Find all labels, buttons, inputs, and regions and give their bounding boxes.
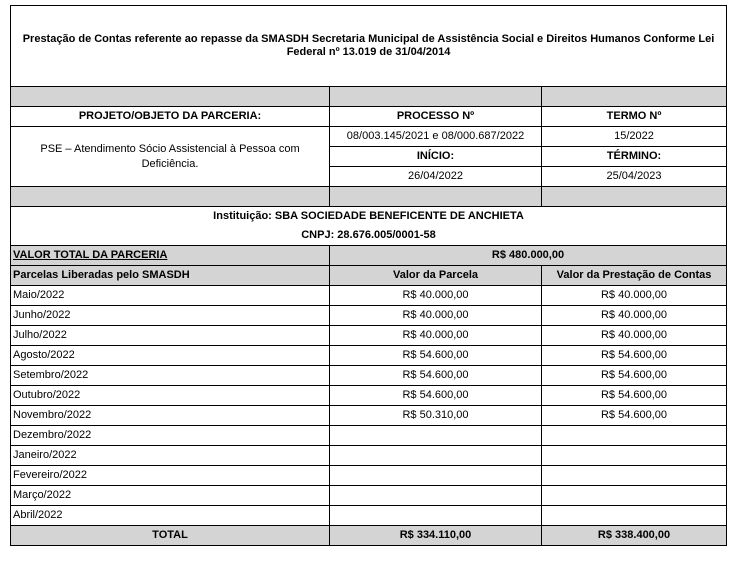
month-cell: Setembro/2022 (11, 366, 330, 386)
document-title: Prestação de Contas referente ao repasse da SMASDH Secretaria Municipal de Assistência Social e Direitos Humanos Conforme Lei Federal nº 13.019 de 31/04/2014 (11, 6, 727, 87)
table-row (11, 446, 727, 466)
table-row (11, 426, 727, 446)
inicio-label: INÍCIO: (330, 147, 542, 167)
termo-value: 15/2022 (542, 127, 727, 147)
month-cell: Julho/2022 (11, 326, 330, 346)
month-cell: Junho/2022 (11, 306, 330, 326)
month-cell: Janeiro/2022 (11, 446, 330, 466)
month-cell: Março/2022 (11, 486, 330, 506)
parcela-cell: R$ 54.600,00 (330, 346, 542, 366)
parcela-cell (330, 426, 542, 446)
gray-separator-row (11, 187, 727, 207)
table-row (11, 346, 727, 366)
parcela-cell (330, 506, 542, 526)
month-cell: Abril/2022 (11, 506, 330, 526)
month-cell: Dezembro/2022 (11, 426, 330, 446)
table-row (11, 366, 727, 386)
prestacao-cell: R$ 54.600,00 (542, 346, 727, 366)
parcela-cell: R$ 50.310,00 (330, 406, 542, 426)
month-cell: Maio/2022 (11, 286, 330, 306)
prestacao-cell (542, 486, 727, 506)
processo-label: PROCESSO Nº (330, 107, 542, 127)
cnpj: CNPJ: 28.676.005/0001-58 (11, 226, 727, 246)
month-cell: Outubro/2022 (11, 386, 330, 406)
parcela-cell: R$ 54.600,00 (330, 386, 542, 406)
parcela-cell (330, 486, 542, 506)
parcela-cell (330, 466, 542, 486)
parcela-cell: R$ 40.000,00 (330, 326, 542, 346)
prestacao-contas-table (10, 5, 727, 546)
month-cell: Fevereiro/2022 (11, 466, 330, 486)
table-row (11, 486, 727, 506)
prestacao-cell: R$ 54.600,00 (542, 406, 727, 426)
parcela-cell: R$ 40.000,00 (330, 286, 542, 306)
termo-label: TERMO Nº (542, 107, 727, 127)
gray-separator-row (11, 87, 727, 107)
column-header-valor-parcela: Valor da Parcela (330, 266, 542, 286)
prestacao-cell (542, 446, 727, 466)
prestacao-cell (542, 426, 727, 446)
projeto-label: PROJETO/OBJETO DA PARCERIA: (11, 107, 330, 127)
parcela-cell: R$ 40.000,00 (330, 306, 542, 326)
prestacao-cell (542, 506, 727, 526)
inicio-value: 26/04/2022 (330, 167, 542, 187)
table-row (11, 326, 727, 346)
prestacao-cell: R$ 54.600,00 (542, 386, 727, 406)
parcela-cell: R$ 54.600,00 (330, 366, 542, 386)
termino-label: TÉRMINO: (542, 147, 727, 167)
parcela-cell (330, 446, 542, 466)
table-row (11, 306, 727, 326)
table-row (11, 386, 727, 406)
table-row (11, 286, 727, 306)
total-label: TOTAL (11, 526, 330, 546)
column-header-parcelas: Parcelas Liberadas pelo SMASDH (11, 266, 330, 286)
prestacao-cell: R$ 54.600,00 (542, 366, 727, 386)
total-parcela: R$ 334.110,00 (330, 526, 542, 546)
prestacao-cell: R$ 40.000,00 (542, 326, 727, 346)
month-cell: Novembro/2022 (11, 406, 330, 426)
projeto-value: PSE – Atendimento Sócio Assistencial à Pessoa com Deficiência. (11, 127, 330, 187)
total-row (11, 526, 727, 546)
processo-value: 08/003.145/2021 e 08/000.687/2022 (330, 127, 542, 147)
instituicao: Instituição: SBA SOCIEDADE BENEFICENTE DE ANCHIETA (11, 207, 727, 227)
table-row (11, 506, 727, 526)
valor-total-value: R$ 480.000,00 (330, 246, 727, 266)
prestacao-cell: R$ 40.000,00 (542, 306, 727, 326)
valor-total-label: VALOR TOTAL DA PARCERIA (11, 246, 330, 266)
table-row (11, 466, 727, 486)
month-cell: Agosto/2022 (11, 346, 330, 366)
total-prestacao: R$ 338.400,00 (542, 526, 727, 546)
termino-value: 25/04/2023 (542, 167, 727, 187)
column-header-valor-prestacao: Valor da Prestação de Contas (542, 266, 727, 286)
prestacao-cell (542, 466, 727, 486)
prestacao-cell: R$ 40.000,00 (542, 286, 727, 306)
table-row (11, 406, 727, 426)
